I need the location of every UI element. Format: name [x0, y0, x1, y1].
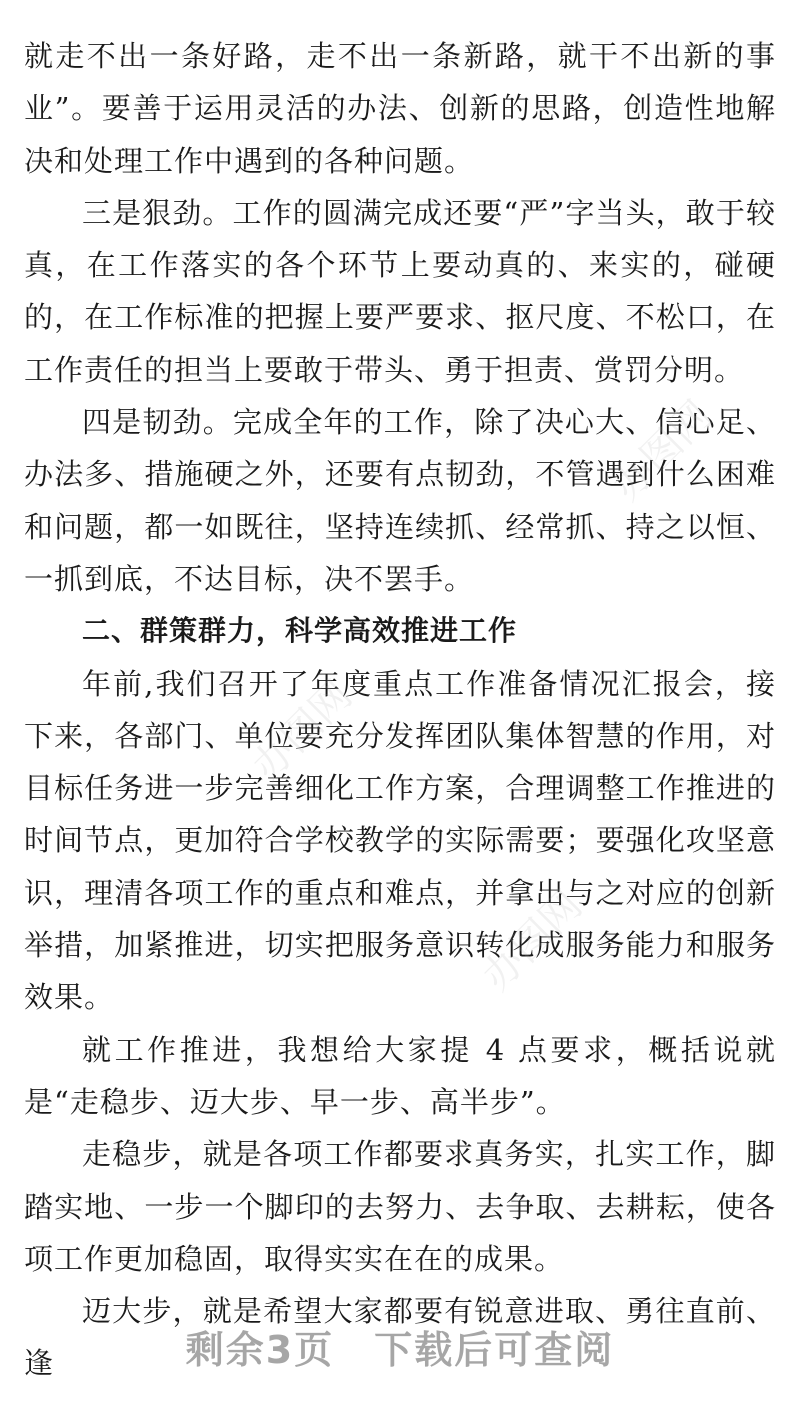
paragraph-text: 完成全年的工作，除了决心大、信心足、办法多、措施硬之外，还要有点韧劲，不管遇到什么困难和问题，都一如既往，坚持连续抓、经常抓、持之以恒、一抓到底，不达目标，决不罢手。: [24, 405, 776, 596]
document-body: [24, 30, 776, 1390]
download-prompt-banner[interactable]: [0, 1305, 800, 1395]
paragraph-lead: 走稳步，: [82, 1137, 203, 1172]
paragraph-text: 年前,我们召开了年度重点工作准备情况汇报会，接下来，各部门、单位要充分发挥团队集体智慧的作用，对目标任务进一步完善细化工作方案，合理调整工作推进的时间节点，更加符合学校教学的实际需要；要强化攻坚意识，理清各项工作的重点和难点，并拿出与之对应的创新举措，加紧推进，切实把服务意识转化成服务能力和服务效果。: [24, 666, 776, 1015]
watermark: 办图网: [473, 882, 592, 1000]
paragraph-requirements: [24, 1024, 776, 1129]
paragraph-text: 就走不出一条好路，走不出一条新路，就干不出新的事业”。要善于运用灵活的办法、创新的思路，创造性地解决和处理工作中遇到的各种问题。: [24, 39, 776, 178]
paragraph-continuation: [24, 30, 776, 187]
watermark: 办图网: [243, 672, 362, 790]
paragraph-meeting: [24, 658, 776, 1024]
paragraph-steady-step: [24, 1128, 776, 1285]
paragraph-lead: 四是韧劲。: [82, 405, 233, 440]
remaining-pages-label: 剩余3页: [185, 1328, 335, 1372]
paragraph-text: 工作的圆满完成还要“严”字当头，敢于较真，在工作落实的各个环节上要动真的、来实的，碰硬的，在工作标准的把握上要严要求、抠尺度、不松口，在工作责任的担当上要敢于带头、勇于担责、赏罚分明。: [24, 195, 776, 387]
paragraph-text: 就是希望大家都要有锐意进取、勇往直前、逢: [24, 1294, 776, 1381]
paragraph-point-three: [24, 187, 776, 396]
paragraph-text: 就工作推进，我想给大家提 4 点要求，概括说就是“走稳步、迈大步、早一步、高半步”。: [24, 1032, 776, 1119]
paragraph-lead: 三是狠劲。: [82, 195, 233, 230]
paragraph-text: 就是各项工作都要求真务实，扎实工作，脚踏实地、一步一个脚印的去努力、去争取、去耕耘，使各项工作更加稳固，取得实实在在的成果。: [24, 1137, 776, 1276]
paragraph-point-four: [24, 396, 776, 605]
section-heading: 二、群策群力，科学高效推进工作: [82, 614, 518, 648]
paragraph-lead: 迈大步，: [82, 1294, 203, 1329]
download-hint-label: 下载后可查阅: [374, 1328, 615, 1372]
watermark: 办图网: [603, 392, 722, 510]
